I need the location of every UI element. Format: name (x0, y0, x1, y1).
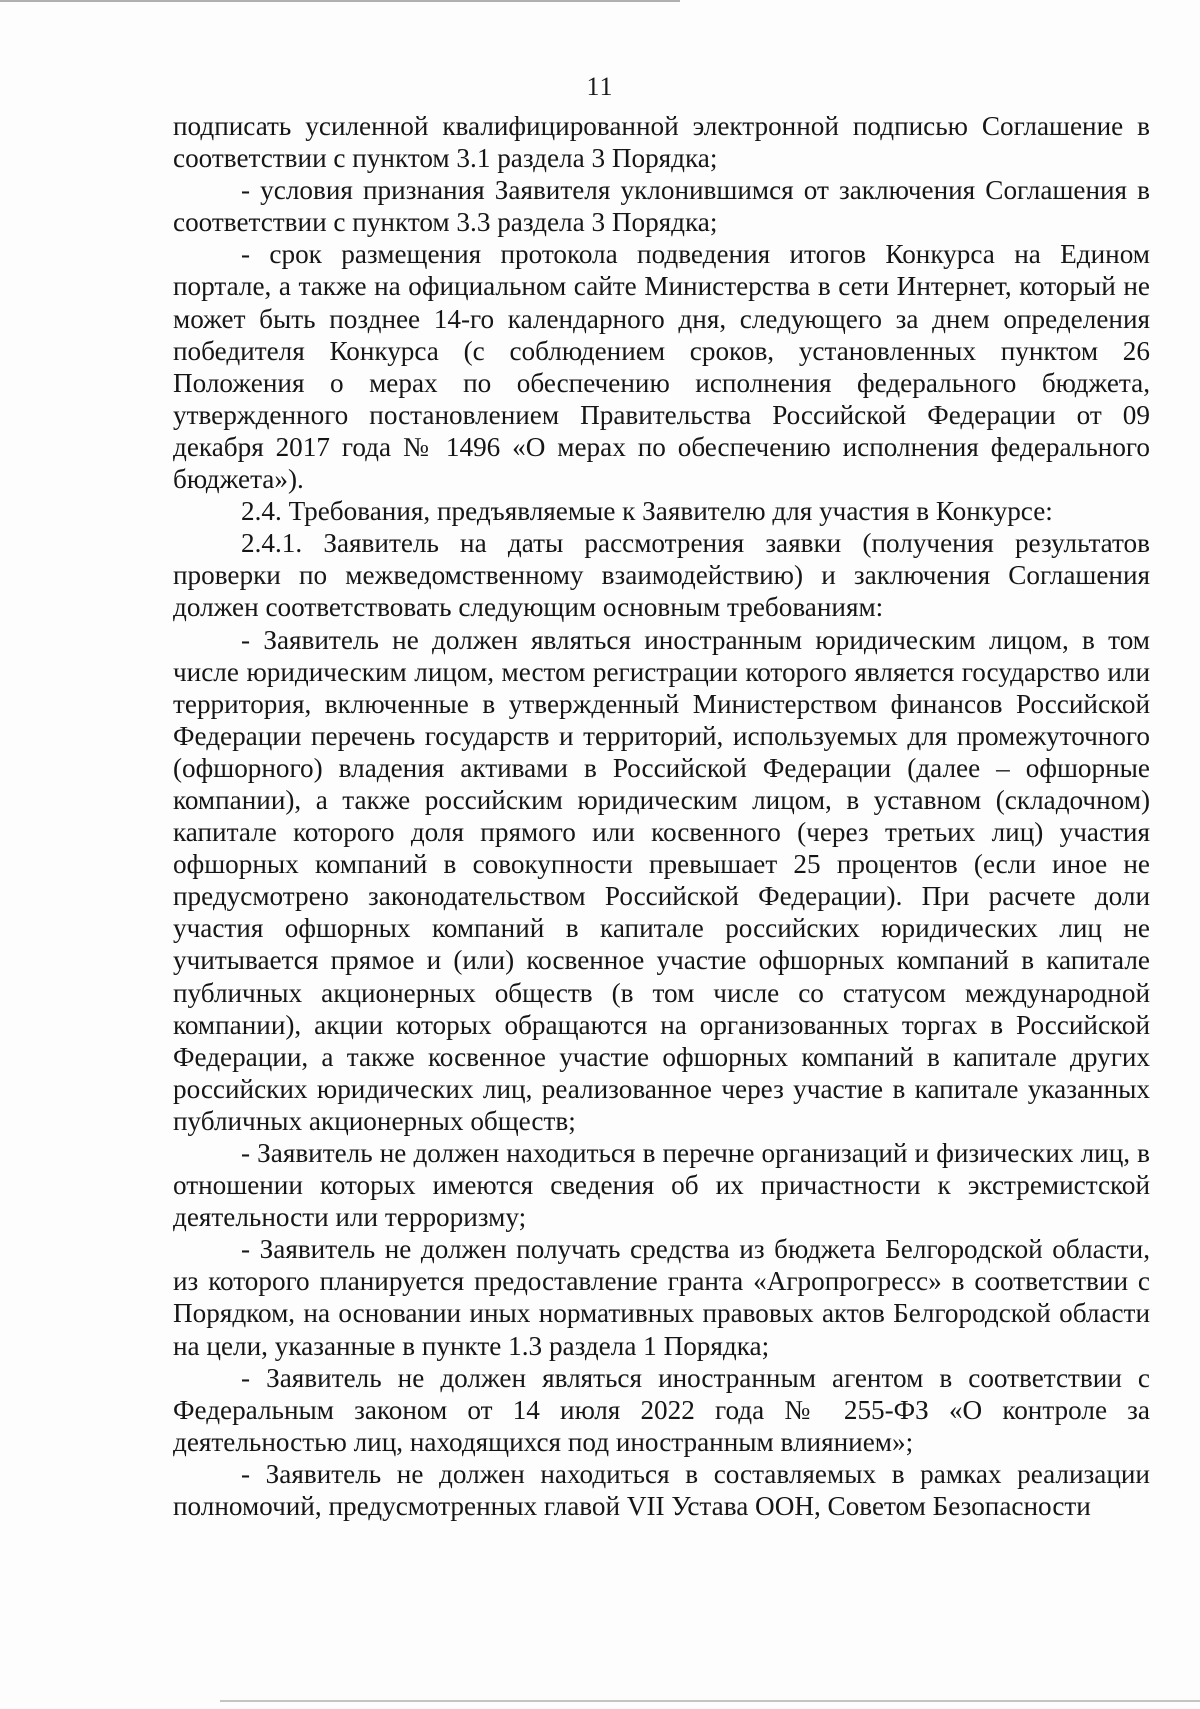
section-heading: 2.4. Требования, предъявляемые к Заявителю для участия в Конкурсе: (241, 496, 1053, 527)
paragraph: - Заявитель не должен находиться в перечне организаций и физических лиц, в отношении которых имеются сведения об их причастности к экстремистской деятельности или терроризму; (173, 1138, 1150, 1233)
page-number: 11 (586, 72, 614, 101)
paragraph: - Заявитель не должен находиться в составляемых в рамках реализации полномочий, предусмотренных главой VII Устава ООН, Советом Безопасности (173, 1458, 1150, 1522)
document-body (173, 110, 1150, 1522)
paragraph: - условия признания Заявителя уклонившимся от заключения Соглашения в соответствии с пунктом 3.3 раздела 3 Порядка; (173, 175, 1150, 238)
paragraph: - Заявитель не должен являться иностранным юридическим лицом, в том числе юридическим лицом, местом регистрации которого является государство или территория, включенные в утвержденный Министерством финансов Российской Федерации перечень государств и территорий, используемых для промежуточного (офшорного) владения активами в Российской Федерации (далее – офшорные компании), а также российским юридическим лицом, в уставном (складочном) капитале которого доля прямого или косвенного (через третьих лиц) участия офшорных компаний в совокупности превышает 25 процентов (если иное не предусмотрено законодательством Российской Федерации). При расчете доли участия офшорных компаний в капитале российских юридических лиц не учитывается прямое и (или) косвенное участие офшорных компаний в капитале публичных акционерных обществ (в том числе со статусом международной компании), акции которых обращаются на организованных торгах в Российской Федерации, а также косвенное участие офшорных компаний в капитале других российских юридических лиц, реализованное через участие в капитале указанных публичных акционерных обществ; (173, 624, 1150, 1136)
paragraph: - срок размещения протокола подведения итогов Конкурса на Едином портале, а также на официальном сайте Министерства в сети Интернет, который не может быть позднее 14-го календарного дня, следующего за днем определения победителя Конкурса (с соблюдением сроков, установленных пунктом 26 Положения о мерах по обеспечению исполнения федерального бюджета, утвержденного постановлением Правительства Российской Федерации от 09 декабря 2017 года № 1496 «О мерах по обеспечению исполнения федерального бюджета»). (173, 239, 1150, 495)
paragraph: - Заявитель не должен получать средства из бюджета Белгородской области, из которого планируется предоставление гранта «Агропрогресс» в соответствии с Порядком, на основании иных нормативных правовых актов Белгородской области на цели, указанные в пункте 1.3 раздела 1 Порядка; (173, 1234, 1150, 1361)
paragraph: 2.4.1. Заявитель на даты рассмотрения заявки (получения результатов проверки по межведомственному взаимодействию) и заключения Соглашения должен соответствовать следующим основным требованиям: (173, 528, 1150, 623)
paragraph: - Заявитель не должен являться иностранным агентом в соответствии с Федеральным законом от 14 июля 2022 года № 255-ФЗ «О контроле за деятельностью лиц, находящихся под иностранным влиянием»; (173, 1362, 1150, 1457)
scan-edge-bottom (220, 1700, 1200, 1702)
scan-edge-top (0, 0, 680, 2)
paragraph: подписать усиленной квалифицированной электронной подписью Соглашение в соответствии с пунктом 3.1 раздела 3 Порядка; (173, 111, 1150, 174)
